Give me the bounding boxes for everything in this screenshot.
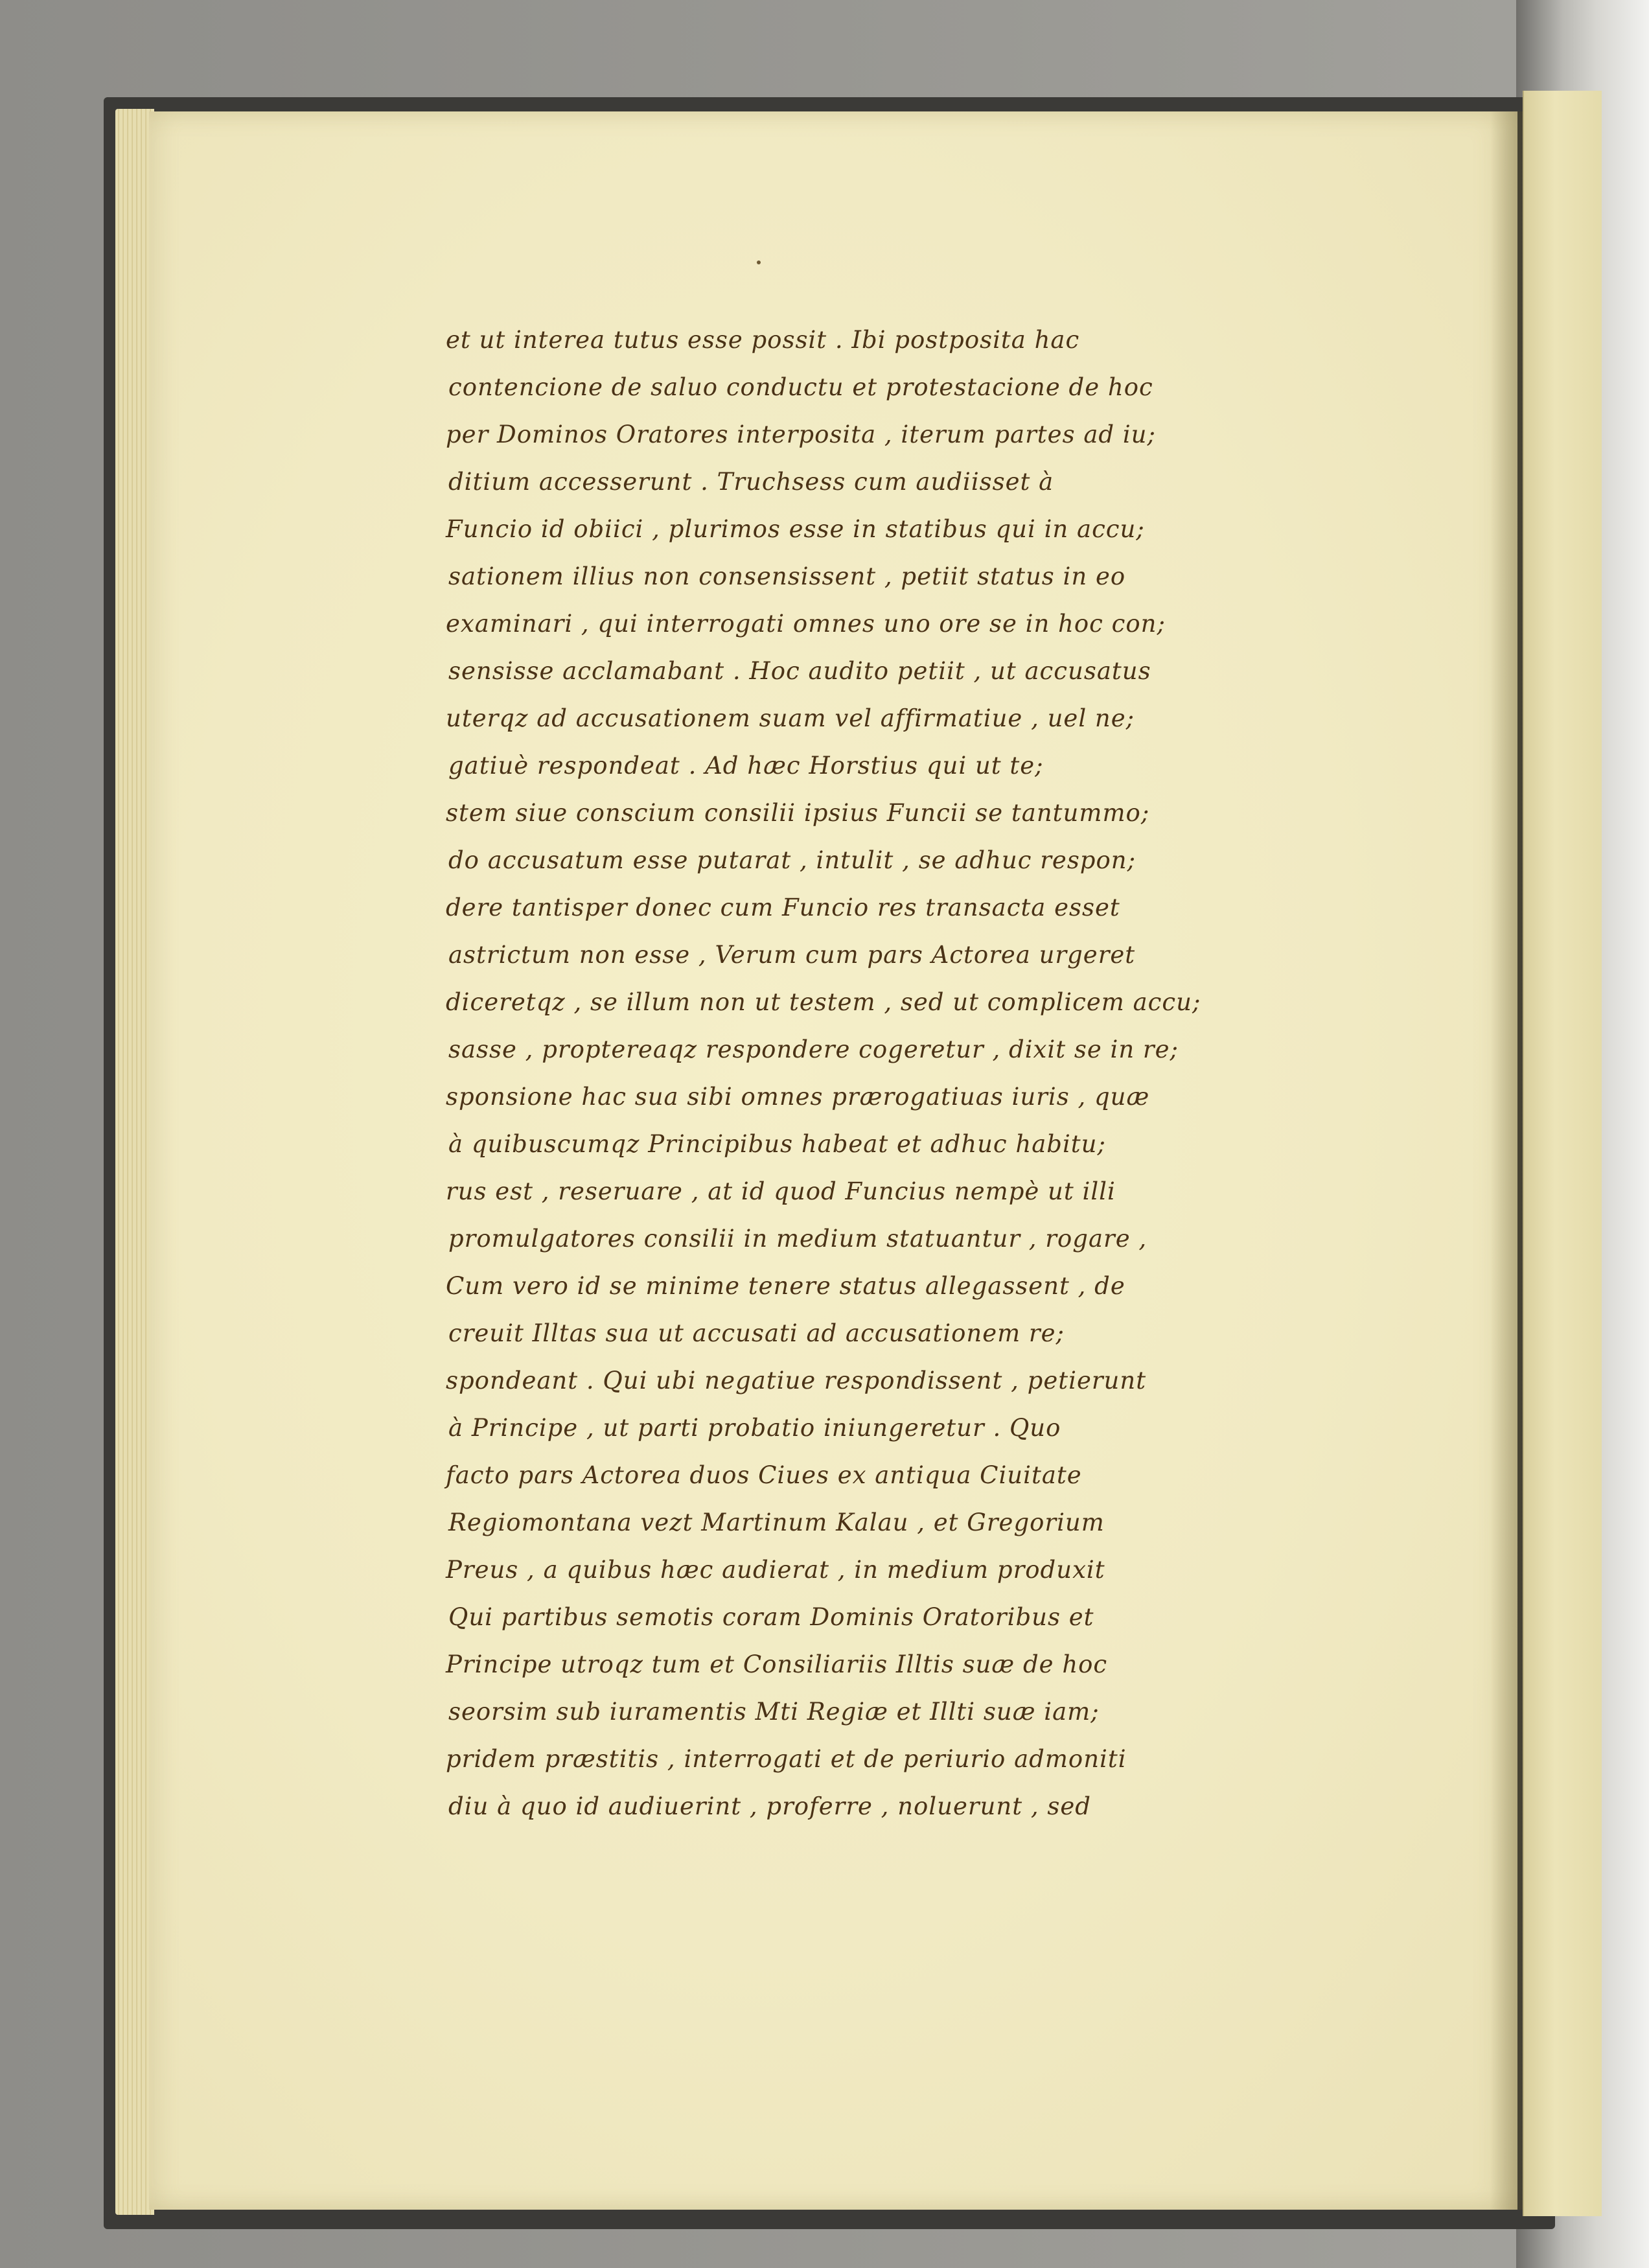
text-line: creuit Illtas sua ut accusati ad accusationem re;	[448, 1319, 1065, 1347]
text-line: Preus , a quibus hæc audierat , in medium produxit	[446, 1556, 1105, 1584]
text-line: diu à quo id audiuerint , proferre , noluerunt , sed	[448, 1792, 1091, 1820]
text-line: promulgatores consilii in medium statuantur , rogare ,	[448, 1225, 1147, 1253]
text-line: Qui partibus semotis coram Dominis Oratoribus et	[448, 1603, 1094, 1631]
text-line: contencione de saluo conductu et protestacione de hoc	[448, 373, 1153, 401]
text-line: astrictum non esse , Verum cum pars Actorea urgeret	[448, 941, 1136, 969]
text-line: dere tantisper donec cum Funcio res transacta esset	[446, 894, 1120, 921]
ink-speck	[757, 260, 761, 264]
text-line: facto pars Actorea duos Ciues ex antiqua Ciuitate	[446, 1461, 1082, 1489]
text-line: Cum vero id se minime tenere status allegassent , de	[446, 1272, 1125, 1300]
text-line: Regiomontana vezt Martinum Kalau , et Gregorium	[448, 1509, 1105, 1536]
text-line: do accusatum esse putarat , intulit , se adhuc respon;	[448, 846, 1136, 874]
text-line: diceretqz , se illum non ut testem , sed ut complicem accu;	[446, 988, 1201, 1016]
text-line: stem siue conscium consilii ipsius Funcii se tantummo;	[446, 799, 1150, 827]
text-line: à Principe , ut parti probatio iniungeretur . Quo	[448, 1414, 1061, 1442]
text-line: sasse , proptereaqz respondere cogeretur , dixit se in re;	[448, 1036, 1179, 1063]
text-line: rus est , reseruare , at id quod Funcius nempè ut illi	[446, 1177, 1116, 1205]
text-line: et ut interea tutus esse possit . Ibi postposita hac	[446, 326, 1080, 354]
text-line: sponsione hac sua sibi omnes prærogatiuas iuris , quæ	[446, 1083, 1150, 1111]
text-line: seorsim sub iuramentis Mti Regiæ et Illti suæ iam;	[448, 1698, 1100, 1726]
text-line: Funcio id obiici , plurimos esse in statibus qui in accu;	[446, 515, 1145, 543]
text-line: sensisse acclamabant . Hoc audito petiit , ut accusatus	[448, 657, 1151, 685]
text-line: sationem illius non consensissent , petiit status in eo	[448, 562, 1126, 590]
text-line: examinari , qui interrogati omnes uno ore se in hoc con;	[446, 610, 1166, 638]
text-line: spondeant . Qui ubi negatiue respondissent , petierunt	[446, 1367, 1147, 1394]
page-gutter	[1490, 111, 1523, 2210]
text-line: à quibuscumqz Principibus habeat et adhuc habitu;	[448, 1130, 1106, 1158]
text-line: Principe utroqz tum et Consiliariis Illtis suæ de hoc	[446, 1650, 1108, 1678]
text-line: per Dominos Oratores interposita , iterum partes ad iu;	[446, 421, 1156, 448]
text-line: pridem præstitis , interrogati et de periurio admoniti	[446, 1745, 1127, 1773]
text-line: gatiuè respondeat . Ad hæc Horstius qui ut te;	[448, 752, 1044, 780]
facing-page-edge	[1523, 91, 1602, 2216]
text-line: ditium accesserunt . Truchsess cum audiisset à	[448, 468, 1054, 496]
manuscript-text	[446, 316, 1301, 1830]
page-stack-edges	[115, 109, 154, 2215]
text-line: uterqz ad accusationem suam vel affirmatiue , uel ne;	[446, 704, 1135, 732]
